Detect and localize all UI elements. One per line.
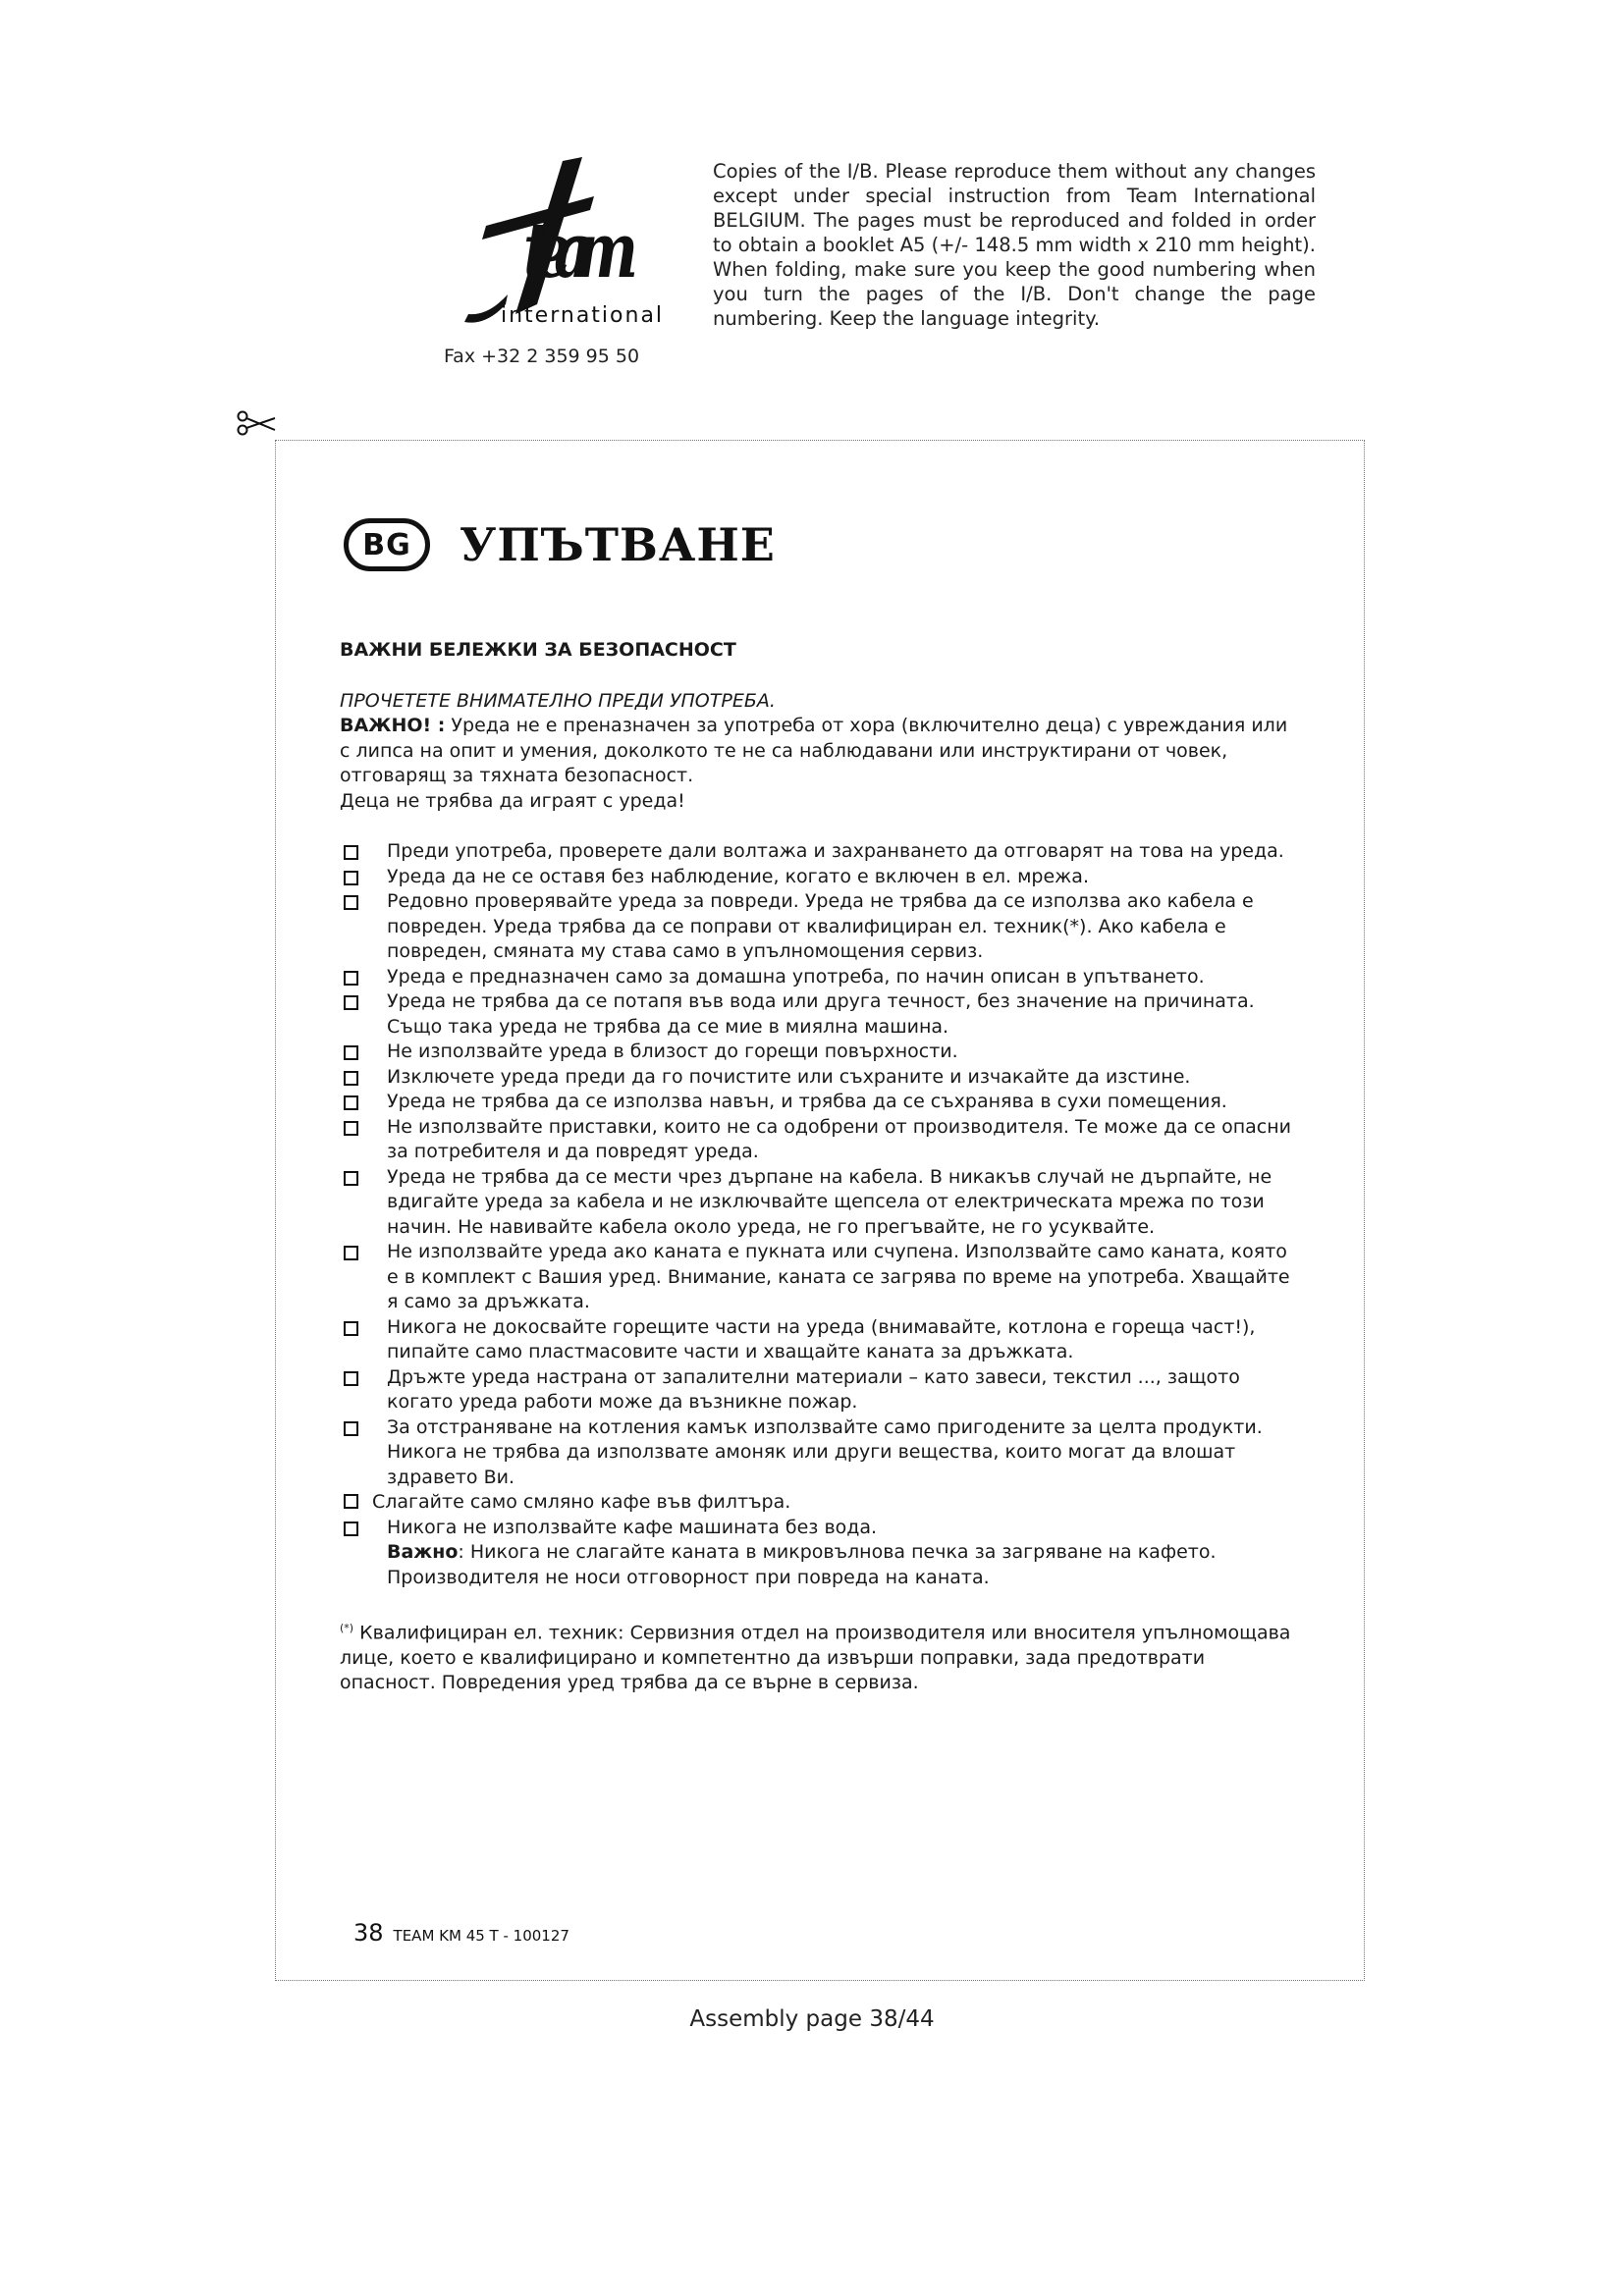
manual-heading bbox=[344, 510, 776, 579]
checkbox-icon bbox=[344, 1171, 358, 1186]
manual-title: УПЪТВАНЕ bbox=[460, 518, 776, 571]
list-item: Не използвайте уреда в близост до горещи повърхности. bbox=[340, 1040, 1292, 1065]
section-title: ВАЖНИ БЕЛЕЖКИ ЗА БЕЗОПАСНОСТ bbox=[340, 639, 736, 661]
list-item: Никога не използвайте кафе машината без вода. Важно: Никога не слагайте каната в микровълнова печка за загряване на кафето. Производителя не носи отговорност при повреда на каната. bbox=[340, 1516, 1292, 1591]
checkbox-icon bbox=[344, 995, 358, 1010]
logo-sub: international bbox=[501, 303, 665, 328]
list-item: Уреда не трябва да се потапя във вода или друга течност, без значение на причината. Също така уреда не трябва да се мие в миялна машина. bbox=[340, 989, 1292, 1040]
team-logo bbox=[447, 157, 668, 334]
important-paragraph bbox=[340, 714, 1292, 789]
page-number: 38 bbox=[353, 1919, 384, 1947]
checkbox-icon bbox=[344, 971, 358, 986]
model-code: TEAM KM 45 T - 100127 bbox=[393, 1927, 569, 1945]
checkbox-icon bbox=[344, 1246, 358, 1260]
assembly-page-label: Assembly page 38/44 bbox=[689, 2006, 935, 2032]
logo-word: team bbox=[523, 205, 638, 295]
list-item: Преди употреба, проверете дали волтажа и захранването да отговарят на това на уреда. bbox=[340, 839, 1292, 865]
scissors-icon bbox=[236, 410, 277, 438]
checkbox-icon bbox=[344, 1522, 358, 1536]
checkbox-icon bbox=[344, 1494, 358, 1509]
checkbox-icon bbox=[344, 1371, 358, 1386]
list-item: Уреда е предназначен само за домашна употреба, по начин описан в упътването. bbox=[340, 965, 1292, 990]
checkbox-icon bbox=[344, 1095, 358, 1110]
list-item: Никога не докосвайте горещите части на уреда (внимавайте, котлона е гореща част!), пипайте само пластмасовите части и хващайте каната за дръжката. bbox=[340, 1315, 1292, 1365]
list-item: Не използвайте уреда ако каната е пукната или счупена. Използвайте само каната, която е в комплект с Вашия уред. Внимание, каната се загрява по време на употреба. Хващайте я само за дръжката. bbox=[340, 1240, 1292, 1315]
checkbox-icon bbox=[344, 1321, 358, 1336]
list-item: Дръжте уреда настрана от запалителни материали – като завеси, текстил ..., защото когато уреда работи може да възникне пожар. bbox=[340, 1365, 1292, 1415]
important-text: Уреда не е преназначен за употреба от хора (включително деца) с увреждания или с липса на опит и умения, доколкото те не са наблюдавани или инструктирани от човек, отговарящ за тяхната безопасност. bbox=[340, 715, 1288, 786]
footnote-mark: (*) bbox=[340, 1622, 354, 1634]
fax-number: Fax +32 2 359 95 50 bbox=[444, 346, 640, 367]
last-important-label: Важно bbox=[387, 1541, 459, 1563]
list-item: Не използвайте приставки, които не са одобрени от производителя. Те може да се опасни за потребителя и да повредят уреда. bbox=[340, 1115, 1292, 1165]
language-badge: BG bbox=[344, 518, 430, 571]
manual-content bbox=[340, 638, 1292, 1696]
checkbox-icon bbox=[344, 895, 358, 910]
list-item: Уреда да не се оставя без наблюдение, когато е включен в ел. мрежа. bbox=[340, 865, 1292, 890]
children-warning: Деца не трябва да играят с уреда! bbox=[340, 789, 685, 812]
list-item: Слагайте само смляно кафе във филтъра. bbox=[340, 1490, 1292, 1516]
last-important-text: : Никога не слагайте каната в микровълнова печка за загряване на кафето. Производителя не носи отговорност при повреда на каната. bbox=[387, 1541, 1217, 1588]
list-item: За отстраняване на котления камък използвайте само пригодените за целта продукти. Никога не трябва да използвате амоняк или други вещества, които могат да влошат здравето Ви. bbox=[340, 1415, 1292, 1491]
read-carefully: ПРОЧЕТЕТЕ ВНИМАТЕЛНО ПРЕДИ УПОТРЕБА. bbox=[340, 689, 776, 712]
checkbox-icon bbox=[344, 1045, 358, 1060]
copies-notice: Copies of the I/B. Please reproduce them without any changes except under special instruction from Team International BELGIUM. The pages must be reproduced and folded in order to obtain a booklet A5 (+/- 148.5 mm width x 210 mm height). When folding, make sure you keep the good numbering when you turn the pages of the I/B. Don't change the page numbering. Keep the language integrity. bbox=[713, 160, 1316, 330]
footnote-text: Квалифициран ел. техник: Сервизния отдел на производителя или вносителя упълномощава лице, което е квалифицирано и компетентно да извърши поправки, зада предотврати опасност. Повредения уред трябва да се върне в сервиза. bbox=[340, 1622, 1291, 1694]
footnote bbox=[340, 1616, 1292, 1696]
checkbox-icon bbox=[344, 845, 358, 860]
checkbox-icon bbox=[344, 1071, 358, 1086]
safety-list bbox=[340, 839, 1292, 1590]
checkbox-icon bbox=[344, 871, 358, 885]
checkbox-icon bbox=[344, 1421, 358, 1436]
page-footer bbox=[353, 1919, 569, 1947]
list-item: Редовно проверявайте уреда за повреди. Уреда не трябва да се използва ако кабела е повреден. Уреда трябва да се поправи от квалифициран ел. техник(*). Ако кабела е повреден, смяната му става само в упълномощения сервиз. bbox=[340, 889, 1292, 965]
list-item: Уреда не трябва да се използва навън, и трябва да се съхранява в сухи помещения. bbox=[340, 1090, 1292, 1115]
checkbox-icon bbox=[344, 1121, 358, 1136]
list-item: Уреда не трябва да се мести чрез дърпане на кабела. В никакъв случай не дърпайте, не вдигайте уреда за кабела и не изключвайте щепсела от електрическата мрежа по този начин. Не навивайте кабела около уреда, не го прегъвайте, не го усуквайте. bbox=[340, 1165, 1292, 1241]
important-label: ВАЖНО! : bbox=[340, 715, 446, 736]
list-item: Изключете уреда преди да го почистите или съхраните и изчакайте да изстине. bbox=[340, 1065, 1292, 1091]
